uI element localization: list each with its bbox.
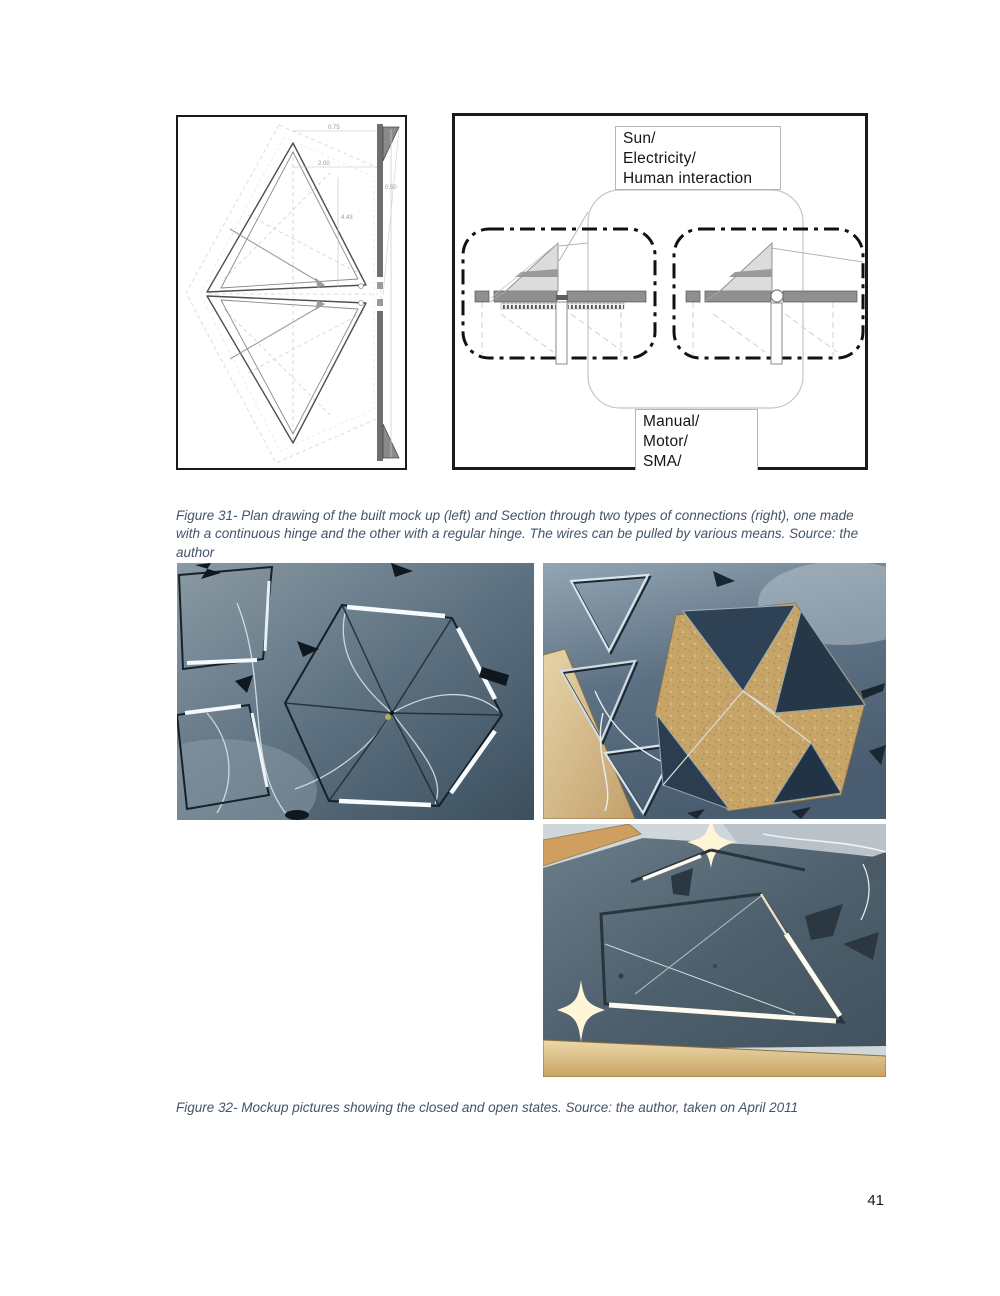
plan-hinge-node-top: [359, 284, 364, 289]
metal-sheet: [543, 838, 886, 1050]
plan-dim-4: 0.50: [385, 185, 397, 191]
support-post: [771, 303, 782, 364]
plan-vertical-bar: [377, 124, 399, 461]
hinge-joint: [556, 295, 568, 300]
actuation-source-label: [615, 126, 781, 190]
figure-32-caption: Figure 32- Mockup pictures showing the closed and open states. Source: the author, taken on April 2011: [176, 1099, 799, 1115]
label-line-motor: Motor/: [643, 433, 689, 450]
plate-segment: [567, 291, 646, 302]
plan-drawing-figure: [176, 115, 407, 470]
construction-lines: [693, 302, 837, 356]
plan-dim-2: 2.00: [318, 161, 330, 167]
flap-triangle: [720, 243, 772, 291]
mockup-photo-open-svg: [543, 563, 886, 819]
pointer-lines: [559, 212, 863, 262]
plate-segment: [686, 291, 700, 302]
continuous-hinge-comb: [501, 303, 557, 309]
page-number: 41: [867, 1192, 884, 1209]
figure-31-caption: Figure 31- Plan drawing of the built mock up (left) and Section through two types of connections (right), one made with a continuous hinge and the other with a regular hinge. The wires can be pulled by various means. Source: the author: [176, 507, 859, 560]
mockup-photo-closeup: [543, 824, 886, 1077]
continuous-hinge-comb: [568, 303, 624, 309]
plate-segment: [705, 291, 771, 302]
mockup-photo-open-state: [543, 563, 886, 819]
mockup-photo-closed-state: [177, 563, 534, 820]
label-line-sun: Sun/: [623, 130, 656, 147]
plan-hinge-node-bottom: [359, 301, 364, 306]
flap-triangle: [506, 243, 558, 291]
plan-drawing-svg: [178, 117, 405, 468]
label-line-manual: Manual/: [643, 413, 700, 430]
support-post: [556, 302, 567, 364]
pin-hinge-circle: [771, 290, 783, 302]
plate-segment: [783, 291, 857, 302]
plan-dim-3: 4.43: [341, 215, 353, 221]
mockup-photo-closed-svg: [177, 563, 534, 820]
continuous-hinge-unit: [463, 229, 655, 364]
plan-dim-1: 0.75: [328, 125, 340, 131]
construction-lines: [482, 302, 623, 356]
label-line-sma: SMA/: [643, 453, 682, 470]
plan-lower-triangle: [207, 296, 366, 443]
plan-dimension-lines: [293, 131, 377, 287]
actuation-means-label: [635, 409, 758, 470]
label-line-electricity: Electricity/: [623, 150, 697, 167]
regular-hinge-unit: [674, 229, 863, 364]
plan-construction-lines: [208, 143, 378, 443]
mockup-photo-closeup-svg: [543, 824, 886, 1077]
section-diagram-figure: [452, 113, 868, 470]
plate-segment: [475, 291, 489, 302]
label-line-human: Human interaction: [623, 170, 753, 187]
